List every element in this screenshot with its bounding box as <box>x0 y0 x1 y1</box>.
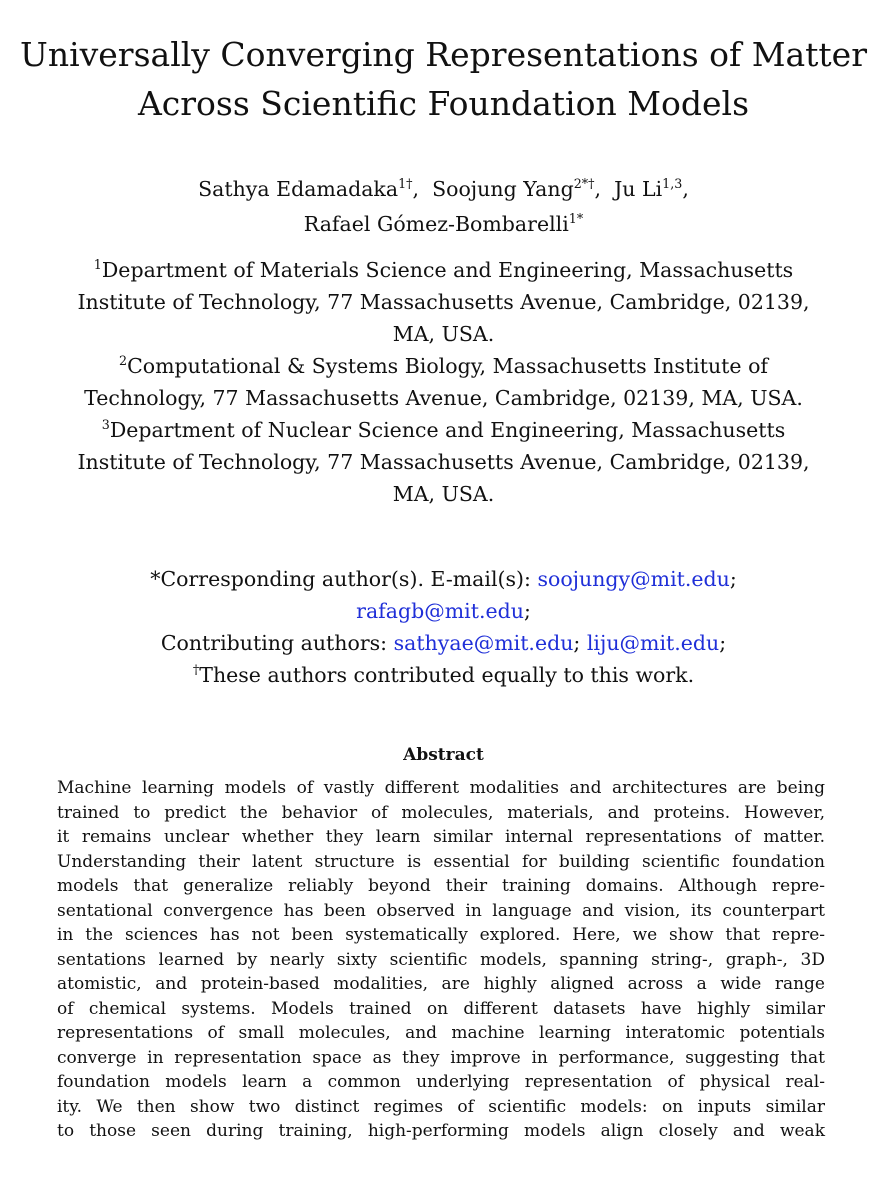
affil-number: 2 <box>118 353 128 369</box>
author-affil-mark: 1,3 <box>662 176 683 192</box>
abstract-line: trained to predict the behavior of molecules, materials, and proteins. However, <box>57 802 825 823</box>
affil-line: MA, USA. <box>392 322 495 346</box>
affil-line: Department of Materials Science and Engineering, Massachusetts <box>101 258 794 282</box>
abstract-line: to those seen during training, high-performing models align closely and weak <box>57 1121 825 1141</box>
author-name: Rafael Gómez-Bombarelli <box>303 212 569 236</box>
correspondence-block: *Corresponding author(s). E-mail(s): soojungy@mit.edu; rafagb@mit.edu; Contributing authors: sathyae@mit.edu; liju@mit.edu; †These authors contributed equally to this work. <box>150 567 737 687</box>
abstract-line: sentational convergence has been observed in language and vision, its counterpart <box>57 900 825 921</box>
affil-line: Technology, 77 Massachusetts Avenue, Cambridge, 02139, MA, USA. <box>84 386 803 410</box>
author-affil-mark: 1† <box>398 176 413 192</box>
abstract-line: Understanding their latent structure is essential for building scientific foundation <box>57 851 825 872</box>
abstract-line: models that generalize reliably beyond their training domains. Although repre- <box>57 876 825 896</box>
author-affil-mark: 2*† <box>573 176 595 192</box>
abstract-line: Machine learning models of vastly different modalities and architectures are being <box>57 778 825 798</box>
abstract-line: it remains unclear whether they learn similar internal representations of matter. <box>57 827 825 847</box>
affil-number: 3 <box>101 417 110 433</box>
author-affil-mark: 1* <box>568 211 584 227</box>
affil-line: Institute of Technology, 77 Massachusetts Avenue, Cambridge, 02139, <box>77 290 810 314</box>
email-link-liju[interactable]: liju@mit.edu <box>586 631 720 655</box>
author-list: Sathya Edamadaka$^{1\dagger}$, Soojung Yang$^{2*\dagger}$, Ju Li$^{1,3}$, Rafael Gómez-Bombarelli$^{1*}$ <box>198 176 689 236</box>
abstract-line: representations of small molecules, and machine learning interatomic potentials <box>57 1023 825 1043</box>
dagger-mark: † <box>192 662 200 678</box>
author-name: Ju Li <box>614 177 663 201</box>
abstract-line: ity. We then show two distinct regimes of scientific models: on inputs similar <box>57 1096 825 1117</box>
abstract-line: foundation models learn a common underlying representation of physical real- <box>57 1072 825 1092</box>
abstract-line: in the sciences has not been systematically explored. Here, we show that repre- <box>57 925 825 945</box>
affiliation-3 <box>20 414 867 510</box>
abstract-line: atomistic, and protein-based modalities, are highly aligned across a wide range <box>57 974 825 994</box>
affil-line: MA, USA. <box>392 482 495 506</box>
paper-title <box>20 30 867 128</box>
corresponding-label: *Corresponding author(s). E-mail(s): <box>150 567 538 591</box>
affiliation-2 <box>20 350 867 414</box>
affiliation-list <box>20 254 867 510</box>
abstract-line: converge in representation space as they improve in performance, suggesting that <box>57 1047 825 1068</box>
abstract-line: of chemical systems. Models trained on different datasets have highly similar <box>57 998 825 1019</box>
abstract-line: sentations learned by nearly sixty scientific models, spanning string-, graph-, 3D <box>57 949 825 970</box>
affil-line: Computational & Systems Biology, Massachusetts Institute of <box>127 354 768 378</box>
affiliation-1 <box>20 254 867 350</box>
title-line-1: Universally Converging Representations of Matter <box>20 35 867 74</box>
author-name: Soojung Yang <box>432 177 574 201</box>
email-link-sathyae[interactable]: sathyae@mit.edu <box>393 631 574 655</box>
title-line-2: Across Scientific Foundation Models <box>137 84 750 123</box>
equal-contribution-note: These authors contributed equally to this work. <box>199 663 695 687</box>
author-name: Sathya Edamadaka <box>198 177 399 201</box>
email-link-rafagb[interactable]: rafagb@mit.edu <box>356 599 524 623</box>
abstract-body <box>57 776 825 1144</box>
abstract-heading: Abstract <box>403 745 484 765</box>
email-link-soojungy[interactable]: soojungy@mit.edu <box>537 567 730 591</box>
contributing-label: Contributing authors: <box>160 631 394 655</box>
affil-number: 1 <box>93 257 102 273</box>
affil-line: Department of Nuclear Science and Engineering, Massachusetts <box>109 418 786 442</box>
affil-line: Institute of Technology, 77 Massachusetts Avenue, Cambridge, 02139, <box>77 450 810 474</box>
